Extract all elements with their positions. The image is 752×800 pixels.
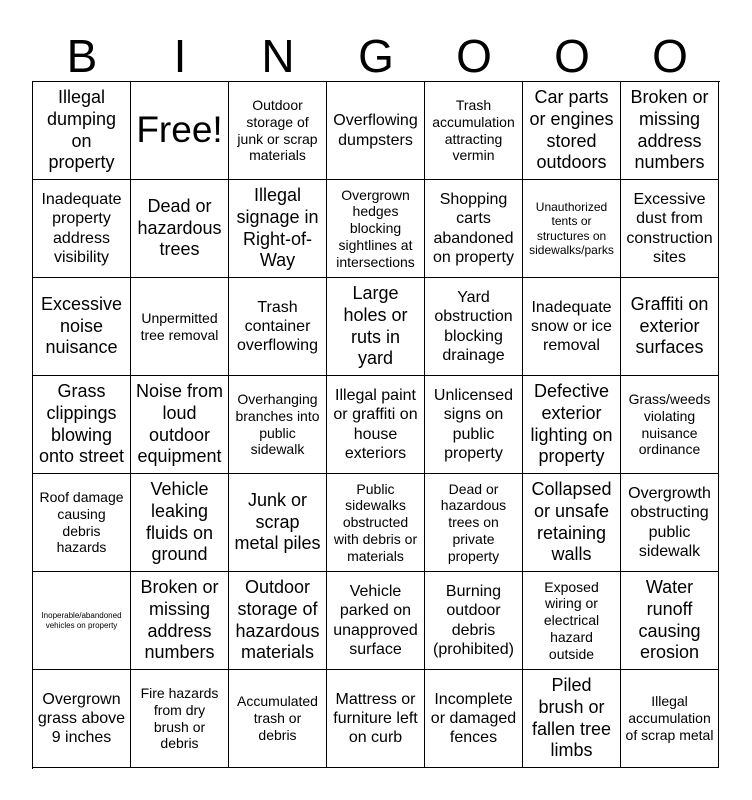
bingo-cell[interactable]: Collapsed or unsafe retaining walls <box>523 474 621 572</box>
bingo-cell[interactable]: Grass clippings blowing onto street <box>33 376 131 474</box>
bingo-cell[interactable]: Car parts or engines stored outdoors <box>523 82 621 180</box>
header-letter: O <box>554 30 590 82</box>
bingo-cell[interactable]: Yard obstruction blocking drainage <box>425 278 523 376</box>
header-letter: G <box>358 30 394 82</box>
bingo-cell[interactable]: Piled brush or fallen tree limbs <box>523 670 621 768</box>
bingo-cell[interactable]: Overflowing dumpsters <box>327 82 425 180</box>
bingo-cell[interactable]: Outdoor storage of hazardous materials <box>229 572 327 670</box>
bingo-cell[interactable]: Overgrown hedges blocking sightlines at intersections <box>327 180 425 278</box>
bingo-cell[interactable]: Broken or missing address numbers <box>131 572 229 670</box>
header-letter: B <box>66 30 98 82</box>
bingo-cell[interactable]: Illegal dumping on property <box>33 82 131 180</box>
bingo-cell[interactable]: Public sidewalks obstructed with debris or materials <box>327 474 425 572</box>
bingo-cell[interactable]: Broken or missing address numbers <box>621 82 719 180</box>
bingo-cell[interactable]: Accumulated trash or debris <box>229 670 327 768</box>
bingo-cell[interactable]: Overgrowth obstructing public sidewalk <box>621 474 719 572</box>
bingo-cell[interactable]: Unpermitted tree removal <box>131 278 229 376</box>
bingo-cell[interactable]: Graffiti on exterior surfaces <box>621 278 719 376</box>
bingo-cell[interactable]: Excessive dust from construction sites <box>621 180 719 278</box>
bingo-cell[interactable]: Unauthorized tents or structures on sidewalks/parks <box>523 180 621 278</box>
bingo-cell[interactable]: Grass/weeds violating nuisance ordinance <box>621 376 719 474</box>
bingo-cell[interactable]: Defective exterior lighting on property <box>523 376 621 474</box>
bingo-cell[interactable]: Fire hazards from dry brush or debris <box>131 670 229 768</box>
bingo-cell[interactable]: Inadequate snow or ice removal <box>523 278 621 376</box>
bingo-cell[interactable]: Outdoor storage of junk or scrap materials <box>229 82 327 180</box>
header-letter: N <box>261 30 295 82</box>
bingo-cell[interactable]: Exposed wiring or electrical hazard outside <box>523 572 621 670</box>
bingo-cell[interactable]: Junk or scrap metal piles <box>229 474 327 572</box>
bingo-cell[interactable]: Roof damage causing debris hazards <box>33 474 131 572</box>
bingo-cell[interactable]: Inoperable/abandoned vehicles on property <box>33 572 131 670</box>
bingo-header <box>33 30 719 82</box>
free-space-cell[interactable]: Free! <box>131 82 229 180</box>
bingo-grid <box>32 81 720 769</box>
bingo-cell[interactable]: Illegal paint or graffiti on house exteriors <box>327 376 425 474</box>
bingo-cell[interactable]: Unlicensed signs on public property <box>425 376 523 474</box>
bingo-cell[interactable]: Illegal accumulation of scrap metal <box>621 670 719 768</box>
bingo-cell[interactable]: Overgrown grass above 9 inches <box>33 670 131 768</box>
bingo-cell[interactable]: Excessive noise nuisance <box>33 278 131 376</box>
bingo-cell[interactable]: Noise from loud outdoor equipment <box>131 376 229 474</box>
bingo-cell[interactable]: Mattress or furniture left on curb <box>327 670 425 768</box>
bingo-cell[interactable]: Large holes or ruts in yard <box>327 278 425 376</box>
bingo-cell[interactable]: Vehicle parked on unapproved surface <box>327 572 425 670</box>
header-letter: O <box>652 30 688 82</box>
bingo-cell[interactable]: Trash container overflowing <box>229 278 327 376</box>
header-letter: O <box>456 30 492 82</box>
bingo-cell[interactable]: Overhanging branches into public sidewalk <box>229 376 327 474</box>
header-letter: I <box>173 30 187 82</box>
bingo-cell[interactable]: Shopping carts abandoned on property <box>425 180 523 278</box>
bingo-cell[interactable]: Water runoff causing erosion <box>621 572 719 670</box>
bingo-cell[interactable]: Dead or hazardous trees on private property <box>425 474 523 572</box>
bingo-cell[interactable]: Dead or hazardous trees <box>131 180 229 278</box>
bingo-cell[interactable]: Burning outdoor debris (prohibited) <box>425 572 523 670</box>
bingo-cell[interactable]: Trash accumulation attracting vermin <box>425 82 523 180</box>
bingo-cell[interactable]: Inadequate property address visibility <box>33 180 131 278</box>
bingo-cell[interactable]: Vehicle leaking fluids on ground <box>131 474 229 572</box>
bingo-cell[interactable]: Illegal signage in Right-of-Way <box>229 180 327 278</box>
bingo-cell[interactable]: Incomplete or damaged fences <box>425 670 523 768</box>
